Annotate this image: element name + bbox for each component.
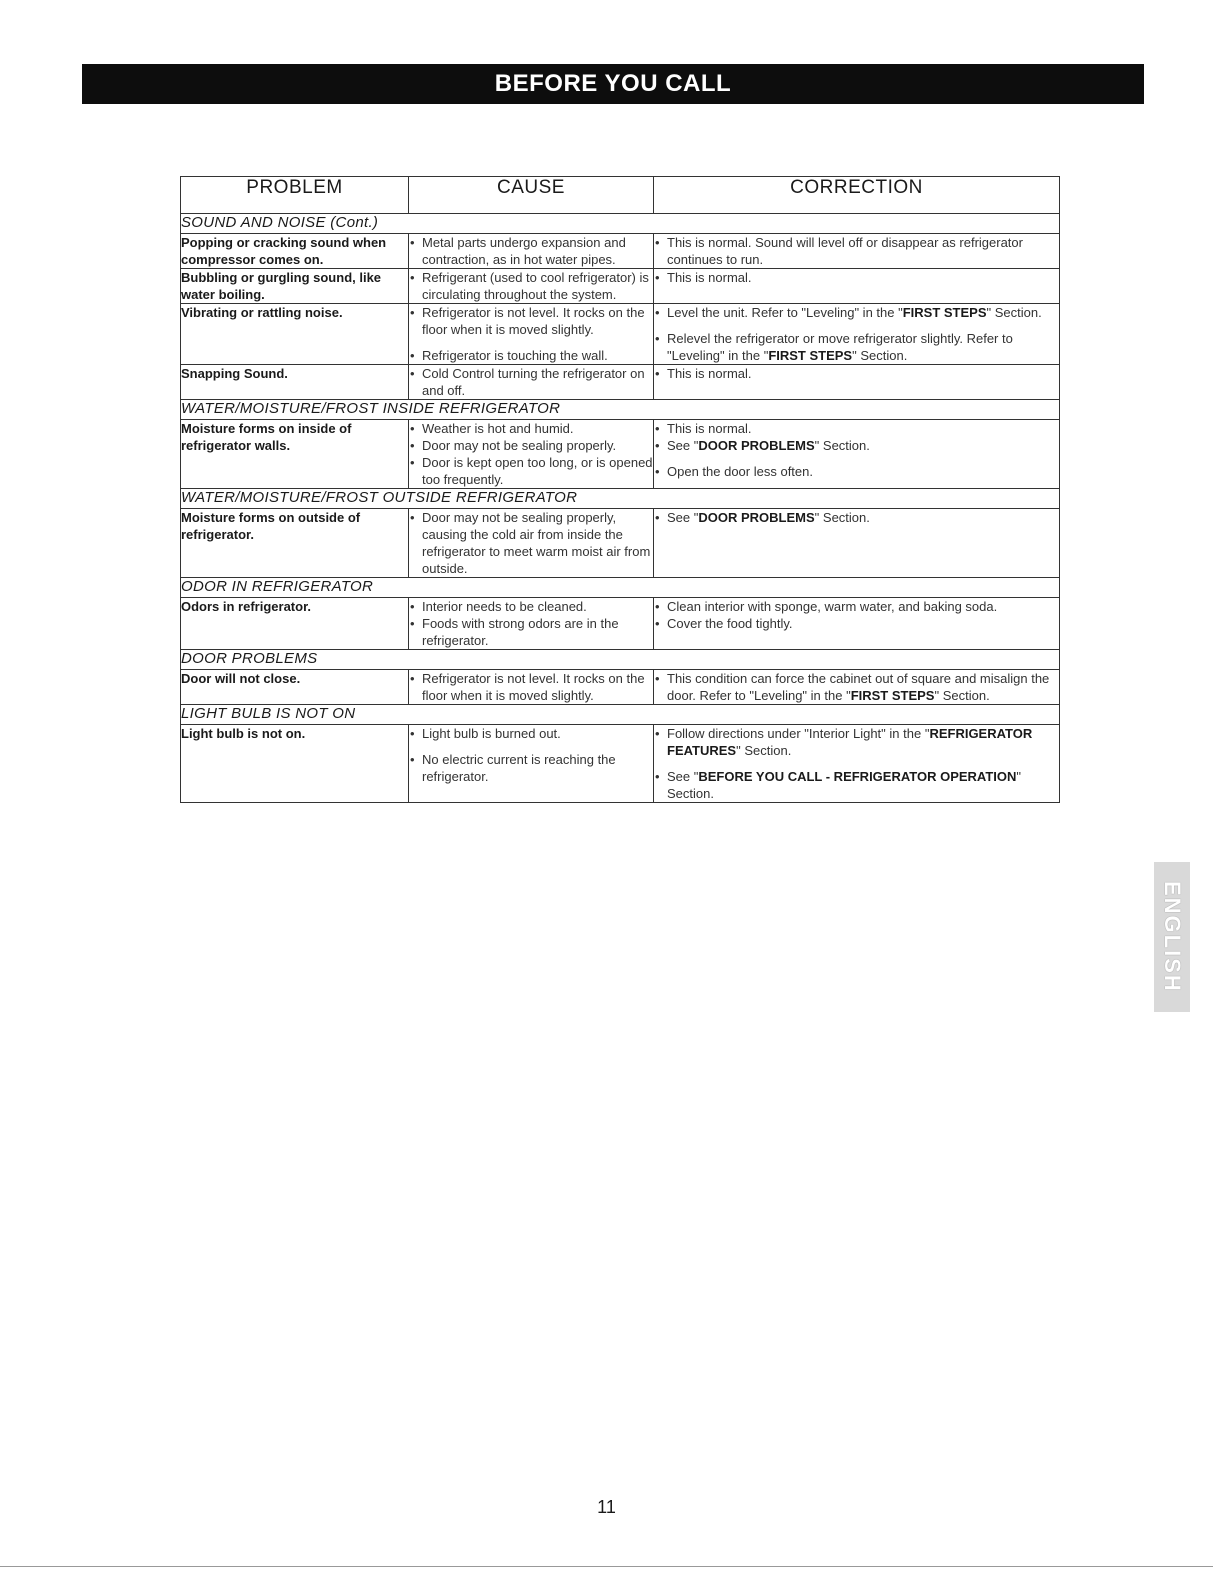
table-row — [181, 304, 1060, 365]
correction-cell — [654, 365, 1060, 400]
section-title: WATER/MOISTURE/FROST INSIDE REFRIGERATOR — [181, 400, 1060, 420]
footer-rule — [0, 1566, 1213, 1567]
cause-item: • Door may not be sealing properly, causing the cold air from inside the refrigerator to meet warm moist air from outside. — [409, 509, 653, 577]
table-row — [181, 670, 1060, 705]
correction-item: • Follow directions under "Interior Light" in the "REFRIGERATOR FEATURES" Section. — [654, 725, 1059, 759]
table-row — [181, 269, 1060, 304]
correction-cell — [654, 725, 1060, 803]
section-title: ODOR IN REFRIGERATOR — [181, 578, 1060, 598]
correction-item: • Cover the food tightly. — [654, 615, 1059, 632]
problem-cell: Door will not close. — [181, 670, 409, 705]
cause-cell — [409, 420, 654, 489]
problem-cell: Snapping Sound. — [181, 365, 409, 400]
correction-item: • See "DOOR PROBLEMS" Section. — [654, 437, 1059, 454]
table-row — [181, 598, 1060, 650]
correction-item: • This is normal. — [654, 420, 1059, 437]
cause-cell — [409, 269, 654, 304]
cause-cell — [409, 509, 654, 578]
cause-item: • Refrigerator is not level. It rocks on the floor when it is moved slightly. — [409, 670, 653, 704]
section-row — [181, 400, 1060, 420]
correction-item: • This is normal. Sound will level off or disappear as refrigerator continues to run. — [654, 234, 1059, 268]
table-row — [181, 420, 1060, 489]
cause-cell — [409, 365, 654, 400]
correction-cell — [654, 234, 1060, 269]
cause-cell — [409, 598, 654, 650]
correction-item: • Relevel the refrigerator or move refrigerator slightly. Refer to "Leveling" in the "FIRST STEPS" Section. — [654, 330, 1059, 364]
correction-item: • This is normal. — [654, 365, 1059, 382]
cause-item: • Refrigerator is touching the wall. — [409, 347, 653, 364]
troubleshooting-table — [180, 176, 1060, 803]
correction-cell — [654, 670, 1060, 705]
problem-cell: Moisture forms on inside of refrigerator walls. — [181, 420, 409, 489]
column-header-cause: CAUSE — [409, 177, 654, 214]
problem-cell: Moisture forms on outside of refrigerator. — [181, 509, 409, 578]
section-row — [181, 650, 1060, 670]
table-row — [181, 725, 1060, 803]
section-title: WATER/MOISTURE/FROST OUTSIDE REFRIGERATOR — [181, 489, 1060, 509]
cause-item: • Foods with strong odors are in the refrigerator. — [409, 615, 653, 649]
correction-cell — [654, 269, 1060, 304]
correction-cell — [654, 420, 1060, 489]
section-row — [181, 705, 1060, 725]
cause-item: • Refrigerator is not level. It rocks on the floor when it is moved slightly. — [409, 304, 653, 338]
cause-item: • Door may not be sealing properly. — [409, 437, 653, 454]
page-number: 11 — [597, 1497, 616, 1517]
correction-item: • Level the unit. Refer to "Leveling" in the "FIRST STEPS" Section. — [654, 304, 1059, 321]
correction-item: • Clean interior with sponge, warm water, and baking soda. — [654, 598, 1059, 615]
correction-item: • See "DOOR PROBLEMS" Section. — [654, 509, 1059, 526]
cause-cell — [409, 670, 654, 705]
cause-item: • Weather is hot and humid. — [409, 420, 653, 437]
correction-item: • This condition can force the cabinet out of square and misalign the door. Refer to "Leveling" in the "FIRST STEPS" Section. — [654, 670, 1059, 704]
correction-item: • See "BEFORE YOU CALL - REFRIGERATOR OPERATION" Section. — [654, 768, 1059, 802]
section-row — [181, 489, 1060, 509]
column-header-correction: CORRECTION — [654, 177, 1060, 214]
cause-cell — [409, 234, 654, 269]
page-banner: BEFORE YOU CALL — [82, 64, 1144, 104]
table-row — [181, 509, 1060, 578]
problem-cell: Bubbling or gurgling sound, like water boiling. — [181, 269, 409, 304]
cause-item: • Interior needs to be cleaned. — [409, 598, 653, 615]
correction-cell — [654, 509, 1060, 578]
table-header-row — [181, 177, 1060, 214]
section-row — [181, 578, 1060, 598]
correction-item: • This is normal. — [654, 269, 1059, 286]
problem-cell: Popping or cracking sound when compressor comes on. — [181, 234, 409, 269]
problem-cell: Odors in refrigerator. — [181, 598, 409, 650]
language-tab-label: ENGLISH — [1160, 881, 1185, 993]
language-tab — [1154, 862, 1190, 1012]
cause-cell — [409, 725, 654, 803]
cause-item: • Light bulb is burned out. — [409, 725, 653, 742]
cause-item: • Refrigerant (used to cool refrigerator) is circulating throughout the system. — [409, 269, 653, 303]
cause-item: • Metal parts undergo expansion and contraction, as in hot water pipes. — [409, 234, 653, 268]
section-title: SOUND AND NOISE (Cont.) — [181, 214, 1060, 234]
correction-item: • Open the door less often. — [654, 463, 1059, 480]
section-row — [181, 214, 1060, 234]
correction-cell — [654, 598, 1060, 650]
correction-cell — [654, 304, 1060, 365]
cause-item: • Door is kept open too long, or is opened too frequently. — [409, 454, 653, 488]
section-title: DOOR PROBLEMS — [181, 650, 1060, 670]
column-header-problem: PROBLEM — [181, 177, 409, 214]
cause-cell — [409, 304, 654, 365]
cause-item: • Cold Control turning the refrigerator on and off. — [409, 365, 653, 399]
cause-item: • No electric current is reaching the refrigerator. — [409, 751, 653, 785]
section-title: LIGHT BULB IS NOT ON — [181, 705, 1060, 725]
table-row — [181, 234, 1060, 269]
table-row — [181, 365, 1060, 400]
problem-cell: Light bulb is not on. — [181, 725, 409, 803]
problem-cell: Vibrating or rattling noise. — [181, 304, 409, 365]
